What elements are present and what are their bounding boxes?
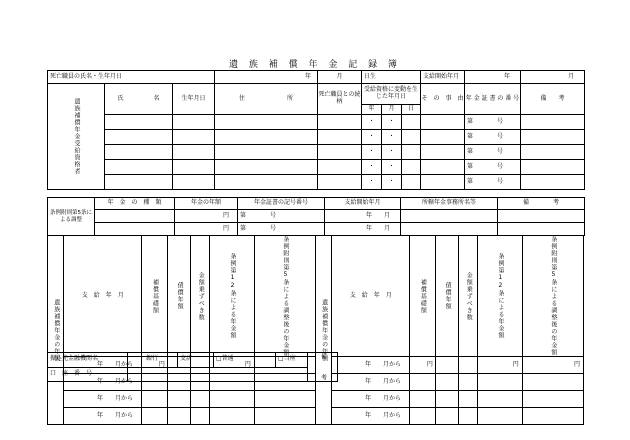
cell-pension-start[interactable]: 年 月 [325, 210, 401, 223]
cell-right-adjusted[interactable] [522, 408, 583, 425]
cell-note[interactable] [521, 115, 585, 130]
cell-left-base[interactable] [142, 391, 168, 408]
cell-right-period[interactable]: 年 月から [332, 374, 410, 391]
cell-note[interactable] [521, 175, 585, 190]
cell-reason[interactable] [421, 130, 465, 145]
cell-right-adjusted[interactable] [522, 374, 583, 391]
col-pension-cert-no: 年金証書の記号番号 [238, 198, 325, 210]
cell-birth[interactable] [173, 145, 215, 160]
cell-right-base[interactable]: 円 [409, 357, 435, 374]
cell-certificate-no[interactable]: 第 号 [465, 115, 521, 130]
cell-right-period[interactable]: 年 月から [332, 391, 410, 408]
cell-left-multiplier[interactable] [191, 408, 210, 425]
cell-pension-amount[interactable]: 円 [175, 210, 238, 223]
cell-change-month[interactable]: ・ [382, 160, 402, 175]
cell-note[interactable] [521, 160, 585, 175]
cell-change-month[interactable]: ・ [382, 115, 402, 130]
cell-name[interactable] [105, 115, 173, 130]
table-row[interactable] [48, 115, 585, 130]
col-pension-amount: 年金の年額 [175, 198, 238, 210]
branch-value[interactable]: 支店 [178, 353, 214, 368]
cell-change-month[interactable]: ・ [382, 130, 402, 145]
cell-right-base[interactable] [409, 408, 435, 425]
cell-change-day[interactable] [402, 115, 421, 130]
col-birth: 生年月日 [173, 84, 215, 115]
cell-address[interactable] [215, 160, 318, 175]
cell-right-adjusted[interactable]: 円 [522, 357, 583, 374]
cell-left-rate[interactable] [167, 408, 191, 425]
cell-left-period[interactable]: 年 月から [64, 408, 142, 425]
left-col-rate: 債償年額 [167, 236, 191, 357]
col-pension-start: 支給開始年月 [325, 198, 401, 210]
cell-left-art12-amount[interactable]: 円 [210, 357, 255, 374]
right-col-adjusted-amount: 条例附則第5条による調整後の年金額 [522, 236, 583, 357]
cell-name[interactable] [105, 130, 173, 145]
cell-relation[interactable] [318, 160, 362, 175]
cell-change-month[interactable]: ・ [382, 145, 402, 160]
col-reason: そ の 事 由 [421, 84, 465, 115]
table-row[interactable] [48, 145, 585, 160]
bank-note-label: 備 考 [308, 353, 338, 382]
cell-left-multiplier[interactable] [191, 391, 210, 408]
cell-birth[interactable] [173, 115, 215, 130]
cell-right-period[interactable]: 年 月から [332, 357, 410, 374]
cell-birth[interactable] [173, 130, 215, 145]
cell-name[interactable] [105, 160, 173, 175]
cell-change-year[interactable]: ・ [362, 115, 382, 130]
cell-certificate-no[interactable]: 第 号 [465, 175, 521, 190]
account-type-touza[interactable]: □当座 [276, 353, 308, 368]
cell-pension-cert-no[interactable]: 第 号 [238, 210, 325, 223]
cell-relation[interactable] [318, 130, 362, 145]
cell-change-day[interactable] [402, 130, 421, 145]
table1-header-row [48, 84, 585, 105]
cell-certificate-no[interactable]: 第 号 [465, 145, 521, 160]
left-side-label: 遺族補償年金の年額 [48, 236, 64, 425]
cell-left-adjusted[interactable] [254, 391, 315, 408]
page-title: 遺 族 補 償 年 金 記 録 簿 [229, 60, 401, 70]
cell-right-art12-amount[interactable] [478, 391, 523, 408]
bank-table [47, 352, 338, 382]
subcol-year: 年 [362, 105, 382, 115]
cell-right-rate[interactable] [435, 408, 459, 425]
col-note: 備 考 [521, 84, 585, 115]
account-row[interactable] [48, 367, 338, 382]
deceased-info-row [48, 71, 585, 84]
col-relation: 死亡職員との続柄 [318, 84, 362, 115]
annual-amount-table [47, 235, 584, 425]
cell-right-multiplier[interactable] [459, 391, 478, 408]
right-side-label: 遺族補償年金の年額 [315, 236, 331, 425]
cell-pension-amount[interactable]: 円 [175, 223, 238, 236]
payment-start-label: 支給開始年月 [421, 71, 465, 84]
table1-side-label: 遺族補償年金受給資格者 [48, 84, 105, 190]
table-row[interactable] [48, 210, 585, 223]
cell-change-day[interactable] [402, 175, 421, 190]
right-col-rate: 債償年額 [435, 236, 459, 357]
cell-right-art12-amount[interactable]: 円 [478, 357, 523, 374]
cell-address[interactable] [215, 130, 318, 145]
cell-left-art12-amount[interactable] [210, 408, 255, 425]
left-col-adjusted-amount: 条例附則第5条による調整後の年金額 [254, 236, 315, 357]
subcol-month: 月 [382, 105, 402, 115]
col-pension-note: 備 考 [498, 198, 585, 210]
table-row[interactable] [48, 160, 585, 175]
cell-left-base[interactable]: 円 [142, 357, 168, 374]
col-name: 氏 名 [105, 84, 173, 115]
cell-right-rate[interactable] [435, 391, 459, 408]
account-no-label: 口 座 番 号 [48, 367, 128, 382]
cell-pension-note[interactable] [498, 210, 585, 223]
cell-note[interactable] [521, 145, 585, 160]
left-col-art12-amount: 条例第12条による年金額 [210, 236, 255, 357]
cell-note[interactable] [521, 130, 585, 145]
col-pension-kind: 年 金 の 種 類 [95, 198, 175, 210]
adjustment-side-label-1: 条例附則第5条による調整 [50, 209, 92, 223]
adjustment-side-label [48, 198, 95, 236]
cell-change-year[interactable]: ・ [362, 130, 382, 145]
cell-right-art12-amount[interactable] [478, 374, 523, 391]
payment-start-year: 年 [465, 71, 521, 84]
cell-address[interactable] [215, 145, 318, 160]
cell-certificate-no[interactable]: 第 号 [465, 130, 521, 145]
cell-pension-start[interactable]: 年 月 [325, 223, 401, 236]
deceased-name-birth-label: 死亡職員の氏名・生年月日 [48, 71, 215, 84]
cell-address[interactable] [215, 115, 318, 130]
col-certificate-no: 年 金 証 書 の 番 号 [465, 84, 521, 115]
cell-reason[interactable] [421, 175, 465, 190]
cell-reason[interactable] [421, 145, 465, 160]
cell-right-period[interactable]: 年 月から [332, 408, 410, 425]
cell-left-period[interactable]: 年 月から [64, 391, 142, 408]
right-col-art12-amount: 条例第12条による年金額 [478, 236, 523, 357]
deceased-day-label: 日生 [362, 71, 421, 84]
cell-address[interactable] [215, 175, 318, 190]
cell-right-adjusted[interactable] [522, 391, 583, 408]
cell-pension-note[interactable] [498, 223, 585, 236]
table-row[interactable] [48, 223, 585, 236]
left-col-multiplier: 金額乗ずべき数 [191, 236, 210, 357]
cell-reason[interactable] [421, 115, 465, 130]
cell-change-month[interactable]: ・ [382, 175, 402, 190]
cell-pension-kind[interactable] [95, 223, 175, 236]
cell-left-period[interactable]: 年 月から [64, 374, 142, 391]
cell-change-year[interactable]: ・ [362, 160, 382, 175]
cell-right-base[interactable] [409, 374, 435, 391]
cell-right-rate[interactable] [435, 374, 459, 391]
col-address: 住 所 [215, 84, 318, 115]
bank-name-value[interactable]: 銀行 [128, 353, 178, 368]
cell-pension-kind[interactable] [95, 210, 175, 223]
cell-name[interactable] [105, 175, 173, 190]
bank-row[interactable] [48, 353, 338, 368]
cell-relation[interactable] [318, 175, 362, 190]
main-table [47, 70, 585, 190]
table-row[interactable] [48, 175, 585, 190]
payment-start-month: 月 [521, 71, 585, 84]
cell-left-period[interactable]: 年 月から [64, 357, 142, 374]
deceased-year-label: 年 [215, 71, 318, 84]
table-row[interactable] [48, 130, 585, 145]
right-col-period: 支 給 年 月 [332, 236, 410, 357]
cell-birth[interactable] [173, 175, 215, 190]
deceased-month-label: 月 [318, 71, 362, 84]
cell-relation[interactable] [318, 115, 362, 130]
left-col-period: 支 給 年 月 [64, 236, 142, 357]
cell-reason[interactable] [421, 160, 465, 175]
annual-amount-header-row [48, 236, 584, 357]
col-pension-office: 所轄年金事務所名等 [401, 198, 498, 210]
cell-left-adjusted[interactable] [254, 408, 315, 425]
cell-right-multiplier[interactable] [459, 357, 478, 374]
account-no-value[interactable] [128, 367, 308, 382]
cell-right-multiplier[interactable] [459, 408, 478, 425]
cell-birth[interactable] [173, 160, 215, 175]
col-change-date: 受給資格に変動を生じた年月日 [362, 84, 421, 105]
cell-pension-cert-no[interactable]: 第 号 [238, 223, 325, 236]
right-col-multiplier: 金額乗ずべき数 [459, 236, 478, 357]
cell-change-day[interactable] [402, 145, 421, 160]
cell-right-multiplier[interactable] [459, 374, 478, 391]
bank-label: 振込先金融機関名 [48, 353, 128, 368]
cell-pension-office[interactable] [401, 223, 498, 236]
cell-left-base[interactable] [142, 408, 168, 425]
cell-pension-office[interactable] [401, 210, 498, 223]
cell-right-art12-amount[interactable] [478, 408, 523, 425]
right-col-base: 補償基礎額 [409, 236, 435, 357]
account-type-futsuu[interactable]: □普通 [214, 353, 276, 368]
adjustment-header-row [48, 198, 585, 210]
left-col-base: 補償基礎額 [142, 236, 168, 357]
cell-relation[interactable] [318, 145, 362, 160]
cell-name[interactable] [105, 145, 173, 160]
cell-certificate-no[interactable]: 第 号 [465, 160, 521, 175]
cell-left-rate[interactable] [167, 391, 191, 408]
cell-right-base[interactable] [409, 391, 435, 408]
cell-change-year[interactable]: ・ [362, 145, 382, 160]
adjustment-table [47, 197, 585, 236]
cell-right-rate[interactable] [435, 357, 459, 374]
subcol-day: 日 [402, 105, 421, 115]
cell-left-art12-amount[interactable] [210, 391, 255, 408]
cell-change-day[interactable] [402, 160, 421, 175]
cell-change-year[interactable]: ・ [362, 175, 382, 190]
